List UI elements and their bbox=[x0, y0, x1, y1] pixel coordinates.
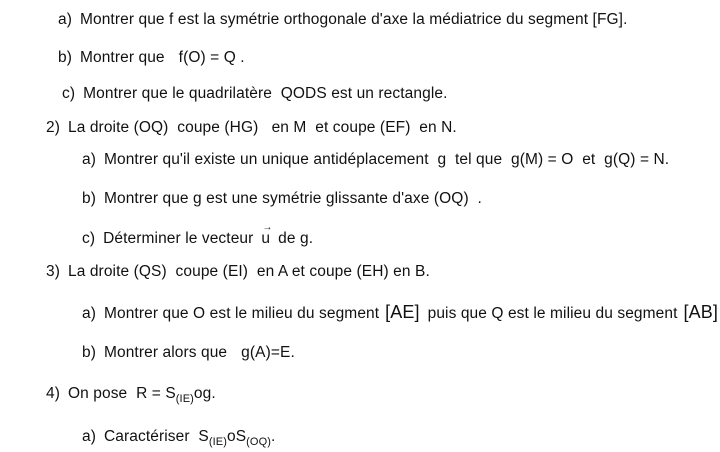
item-label: b) bbox=[82, 190, 96, 207]
item-text: Déterminer le vecteur bbox=[103, 230, 254, 247]
item-formula: f(O) = Q . bbox=[178, 49, 245, 66]
item-text-end: og. bbox=[193, 385, 216, 402]
subscript: (IE) bbox=[175, 393, 194, 405]
item-text: Montrer que le quadrilatère QODS est un rectangle. bbox=[83, 85, 448, 102]
segment-ae: [AE] bbox=[385, 302, 420, 322]
item-3a bbox=[82, 302, 718, 324]
item-1c bbox=[62, 84, 448, 104]
item-text: Montrer que bbox=[79, 49, 165, 66]
vector-letter: u bbox=[261, 230, 271, 247]
item-2a bbox=[82, 150, 669, 170]
compose-operator: o bbox=[226, 428, 236, 445]
item-text: Montrer que g est une symétrie glissante d'axe (OQ) . bbox=[103, 190, 482, 207]
item-1a bbox=[58, 10, 627, 30]
item-3b bbox=[82, 343, 295, 363]
item-formula: g(A)=E. bbox=[241, 344, 295, 361]
item-text: Montrer que f est la symétrie orthogonale d'axe la médiatrice du segment [FG]. bbox=[79, 11, 628, 28]
item-text: On pose R = S bbox=[67, 385, 176, 402]
item-4 bbox=[46, 384, 216, 409]
subscript-2: (OQ) bbox=[246, 436, 272, 448]
segment-ab: [AB] bbox=[683, 302, 718, 322]
item-text: Caractériser S bbox=[103, 428, 209, 445]
item-3 bbox=[46, 262, 430, 282]
item-text: La droite (QS) coupe (EI) en A et coupe (EH) en B. bbox=[67, 263, 430, 280]
item-label: c) bbox=[62, 85, 76, 102]
item-text-2: puis que Q est le milieu du segment bbox=[427, 305, 678, 322]
item-end: . bbox=[271, 428, 276, 445]
item-label: 2) bbox=[46, 119, 60, 136]
item-label: a) bbox=[58, 11, 72, 28]
vector-arrow-icon: → bbox=[262, 222, 273, 233]
item-2c bbox=[82, 222, 314, 249]
item-label: 3) bbox=[46, 263, 60, 280]
item-label: c) bbox=[82, 230, 96, 247]
item-2 bbox=[46, 118, 457, 138]
item-text: Montrer alors que bbox=[103, 344, 228, 361]
item-label: 4) bbox=[46, 385, 60, 402]
item-4a bbox=[82, 427, 275, 452]
item-1b bbox=[58, 48, 245, 68]
item-text: Montrer que O est le milieu du segment bbox=[103, 305, 380, 322]
symbol-s: S bbox=[235, 428, 247, 445]
vector-u bbox=[261, 222, 273, 249]
item-text: Montrer qu'il existe un unique antidéplacement g tel que g(M) = O et g(Q) = N. bbox=[103, 151, 670, 168]
item-2b bbox=[82, 189, 482, 209]
item-label: b) bbox=[82, 344, 96, 361]
item-label: a) bbox=[82, 305, 96, 322]
item-text-end: de g. bbox=[278, 230, 314, 247]
item-label: a) bbox=[82, 151, 96, 168]
item-text: La droite (OQ) coupe (HG) en M et coupe (EF) en N. bbox=[67, 119, 457, 136]
item-label: b) bbox=[58, 49, 72, 66]
subscript-1: (IE) bbox=[208, 436, 227, 448]
item-label: a) bbox=[82, 428, 96, 445]
